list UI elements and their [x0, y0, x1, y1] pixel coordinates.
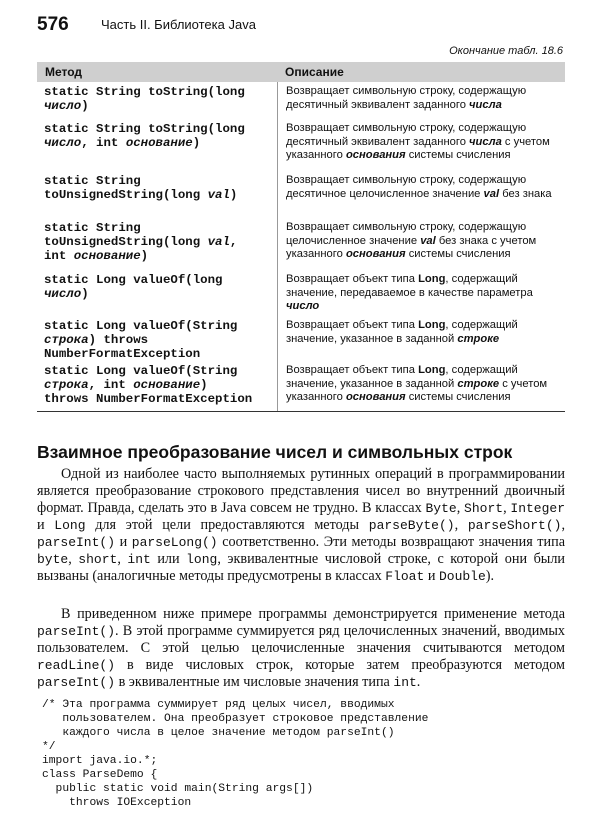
table-row	[37, 171, 565, 218]
method-description: Возвращает символьную строку, содержащую целочисленное значение val без знака с учетом указанного основания системы счисления	[277, 218, 565, 270]
table-row	[37, 270, 565, 316]
method-description: Возвращает объект типа Long, содержащий значение, передаваемое в качестве параметра число	[277, 270, 565, 316]
table-row	[37, 218, 565, 270]
methods-table	[37, 62, 565, 412]
method-description: Возвращает символьную строку, содержащую десятичный эквивалент заданного числа	[277, 82, 565, 119]
column-header-method: Метод	[45, 65, 83, 79]
paragraph-2: В приведенном ниже примере программы демонстрируется применение метода parseInt(). В этой программе суммируется ряд целочисленных значений, вводимых пользователем. С этой целью целочисленные значения считываются методом readLine() в виде числовых строк, которые затем преобразуются методом parseInt() в эквивалентные им числовые значения типа int.	[37, 606, 565, 690]
code-listing: /* Эта программа суммирует ряд целых чисел, вводимых пользователем. Она преобразует строковое представление каждого числа в целое значение методом parseInt() */ import java.io.*; class ParseDemo { public static void main(String args[]) throws IOException	[42, 699, 429, 809]
page-number: 576	[37, 14, 69, 35]
method-signature: static Long valueOf(String строка) throws NumberFormatException	[44, 319, 238, 361]
method-signature: static String toString(long число, int основание)	[44, 122, 245, 150]
table-row	[37, 119, 565, 171]
method-signature: static String toUnsignedString(long val, int основание)	[44, 221, 238, 263]
table-caption: Окончание табл. 18.6	[449, 45, 563, 57]
column-header-description: Описание	[285, 65, 344, 79]
table-row	[37, 316, 565, 361]
method-signature: static Long valueOf(long число)	[44, 273, 223, 301]
method-description: Возвращает символьную строку, содержащую десятичное целочисленное значение val без знака	[277, 171, 565, 218]
table-row	[37, 361, 565, 411]
table-row	[37, 82, 565, 119]
running-head: Часть II. Библиотека Java	[101, 17, 256, 32]
table-header	[37, 62, 565, 82]
method-signature: static Long valueOf(String строка, int основание) throws NumberFormatException	[44, 364, 253, 406]
method-signature: static String toString(long число)	[44, 85, 245, 113]
method-description: Возвращает объект типа Long, содержащий значение, указанное в заданной строке	[277, 316, 565, 361]
section-title: Взаимное преобразование чисел и символьных строк	[37, 442, 513, 462]
method-description: Возвращает символьную строку, содержащую десятичный эквивалент заданного числа с учетом указанного основания системы счисления	[277, 119, 565, 171]
method-description: Возвращает объект типа Long, содержащий значение, указанное в заданной строке с учетом указанного основания системы счисления	[277, 361, 565, 411]
table-body	[37, 82, 565, 411]
page-header	[37, 14, 567, 40]
method-signature: static String toUnsignedString(long val)	[44, 174, 238, 202]
paragraph-1: Одной из наиболее часто выполняемых рутинных операций в программировании является преобразование строкового представления чисел во внутренний двоичный формат. Правда, сделать это в Java совсем не трудно. В классах Byte, Short, Integer и Long для этой цели предоставляются методы parseByte(), parseShort(), parseInt() и parseLong() соответственно. Эти методы возвращают значения типа byte, short, int или long, эквивалентные числовой строке, с которой они были вызваны (аналогичные методы предусмотрены в классах Float и Double).	[37, 466, 566, 584]
